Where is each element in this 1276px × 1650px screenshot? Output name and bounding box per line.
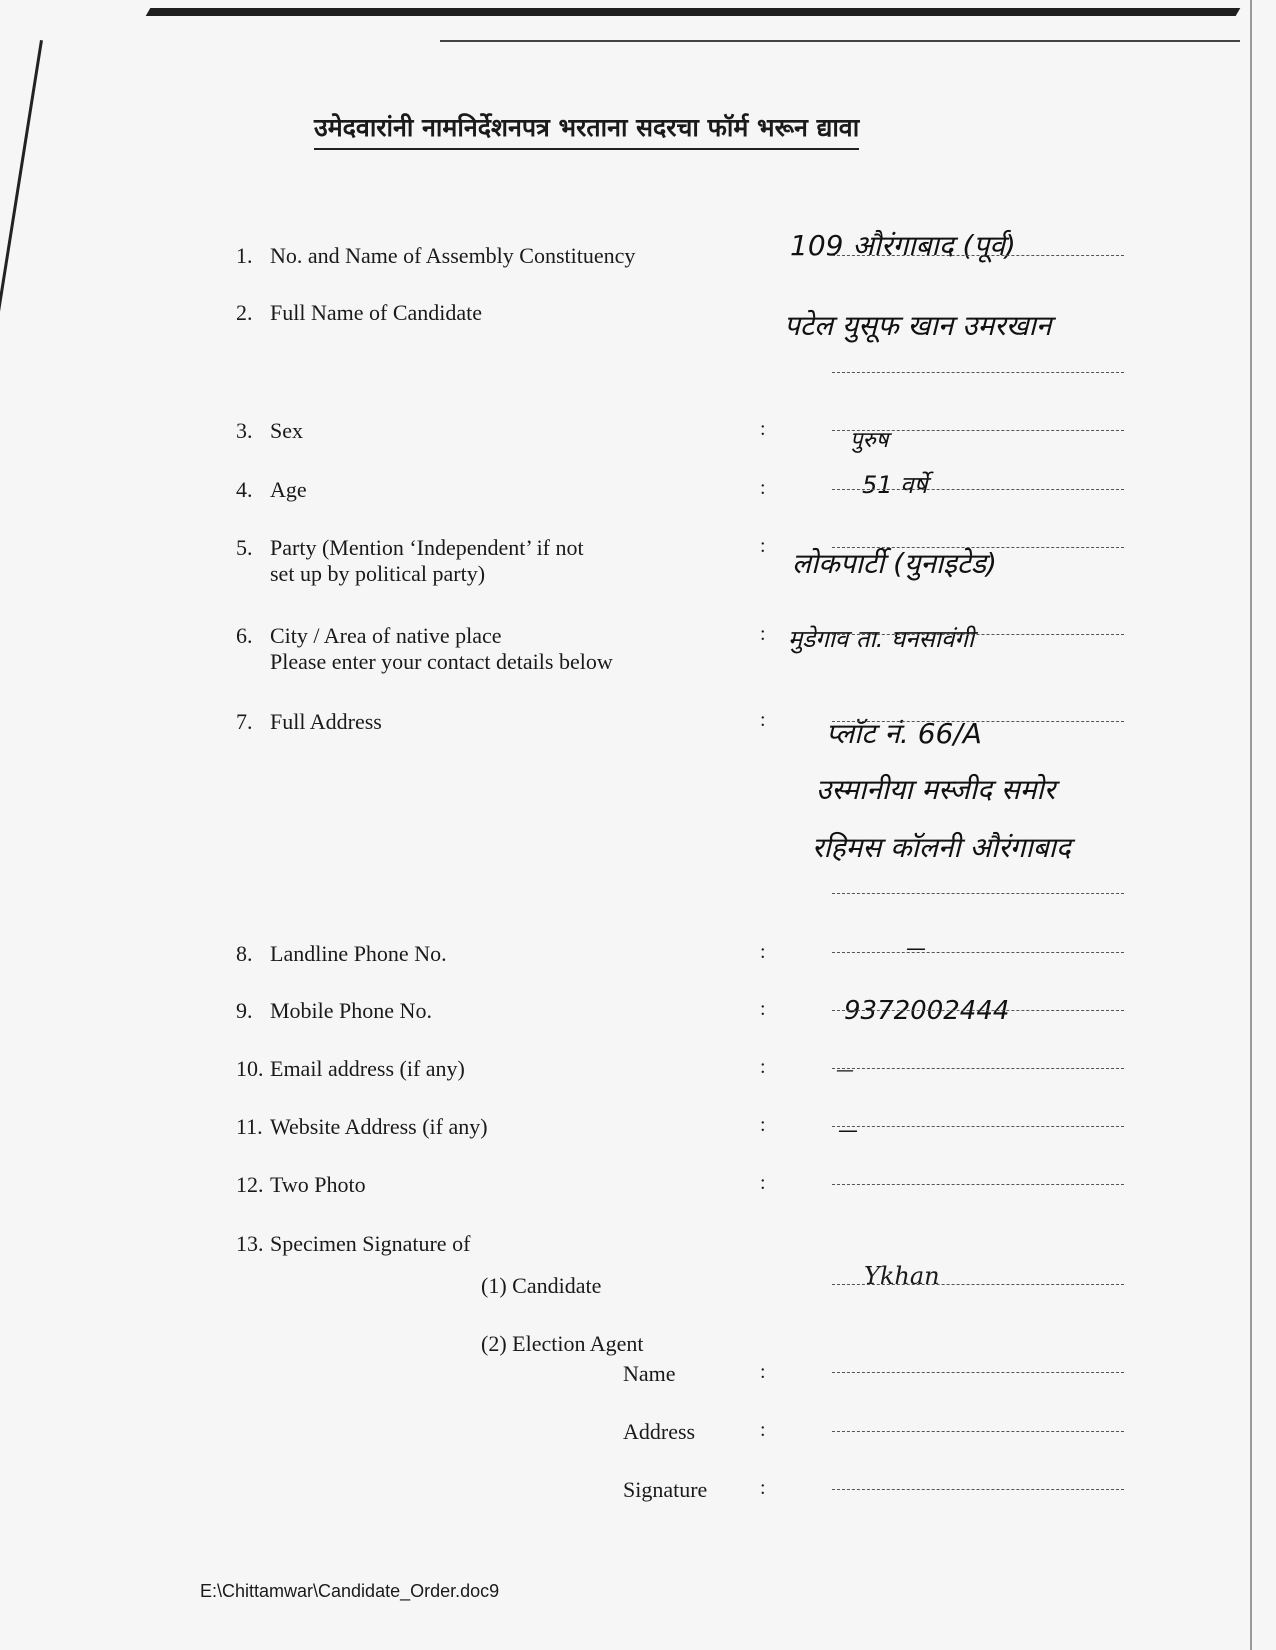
- document-path-footer: E:\Chittamwar\Candidate_Order.doc9: [200, 1581, 500, 1601]
- field-8-value: —: [906, 936, 926, 960]
- field-4-colon: :: [760, 477, 766, 499]
- candidate-signature: Ykhan: [864, 1262, 940, 1290]
- agent-name-colon: :: [760, 1361, 766, 1383]
- field-11-label: 11. Website Address (if any): [236, 1114, 488, 1139]
- field-8-colon: :: [760, 941, 766, 963]
- field-2-label: 2. Full Name of Candidate: [236, 300, 483, 325]
- field-7-line-a: [832, 721, 1124, 722]
- field-3-label: 3. Sex: [236, 418, 303, 443]
- field-6-line: [832, 634, 1124, 635]
- candidate-signature-line: [832, 1284, 1124, 1285]
- field-5-value: लोकपार्टी (युनाइटेड): [792, 547, 997, 580]
- agent-name-line: [832, 1372, 1124, 1373]
- field-4-value: 51 वर्षे: [862, 471, 928, 499]
- scan-edge-line: [440, 40, 1240, 42]
- election-agent-label: (2) Election Agent: [481, 1331, 644, 1356]
- field-5-label: 5. Party (Mention ‘Independent’ if not set up by political party): [236, 535, 584, 586]
- field-7-label: 7. Full Address: [236, 709, 382, 734]
- field-6-colon: :: [760, 623, 766, 645]
- field-7-line-b: [832, 893, 1124, 894]
- scan-edge-right: [1250, 0, 1252, 1650]
- scan-edge-top: [146, 8, 1241, 16]
- field-12-label: 12. Two Photo: [236, 1172, 366, 1197]
- field-13-label: 13. Specimen Signature of: [236, 1231, 471, 1256]
- agent-address-line: [832, 1431, 1124, 1432]
- field-10-value: —: [836, 1060, 854, 1081]
- field-9-value: 9372002444: [844, 996, 1010, 1026]
- field-2-value: पटेल युसूफ खान उमरखान: [784, 309, 1052, 342]
- field-8-line: [832, 952, 1124, 953]
- field-11-value: —: [838, 1118, 858, 1142]
- field-7-colon: :: [760, 709, 766, 731]
- field-1-line: [832, 255, 1124, 256]
- field-10-label: 10. Email address (if any): [236, 1056, 465, 1081]
- field-3-colon: :: [760, 418, 766, 440]
- field-6-label: 6. City / Area of native place Please enter your contact details below: [236, 623, 613, 674]
- field-9-line: [832, 1010, 1124, 1011]
- field-10-colon: :: [760, 1056, 766, 1078]
- agent-name-label: Name: [623, 1361, 676, 1386]
- field-9-colon: :: [760, 998, 766, 1020]
- form-heading: उमेदवारांनी नामनिर्देशनपत्र भरताना सदरचा फॉर्म भरून द्यावा: [314, 110, 859, 150]
- agent-address-colon: :: [760, 1419, 766, 1441]
- field-1-label: 1. No. and Name of Assembly Constituency: [236, 243, 636, 268]
- field-7-value-line-1: प्लॉट नं. 66/A: [826, 717, 982, 750]
- field-11-line: [832, 1126, 1124, 1127]
- agent-address-label: Address: [623, 1419, 696, 1444]
- agent-signature-colon: :: [760, 1477, 766, 1499]
- agent-signature-label: Signature: [623, 1477, 708, 1502]
- field-2-line: [832, 372, 1124, 373]
- field-5-line: [832, 547, 1124, 548]
- field-9-label: 9. Mobile Phone No.: [236, 998, 432, 1023]
- field-3-line: [832, 430, 1124, 431]
- scan-edge-left: [0, 40, 43, 505]
- field-4-line: [832, 489, 1124, 490]
- field-7-value-line-3: रहिमस कॉलनी औरंगाबाद: [812, 831, 1071, 864]
- field-4-label: 4. Age: [236, 477, 307, 502]
- field-12-line: [832, 1184, 1124, 1185]
- field-12-colon: :: [760, 1172, 766, 1194]
- candidate-signature-label: (1) Candidate: [481, 1273, 602, 1298]
- field-3-value: पुरुष: [850, 428, 889, 453]
- field-11-colon: :: [760, 1114, 766, 1136]
- agent-signature-line: [832, 1489, 1124, 1490]
- field-7-value-line-2: उस्मानीया मस्जीद समोर: [816, 773, 1056, 806]
- field-5-colon: :: [760, 535, 766, 557]
- field-1-value: 109 औरंगाबाद (पूर्व): [790, 229, 1016, 262]
- field-8-label: 8. Landline Phone No.: [236, 941, 447, 966]
- field-10-line: [832, 1068, 1124, 1069]
- field-6-value: मुडेगाव ता. घनसावंगी: [788, 625, 975, 653]
